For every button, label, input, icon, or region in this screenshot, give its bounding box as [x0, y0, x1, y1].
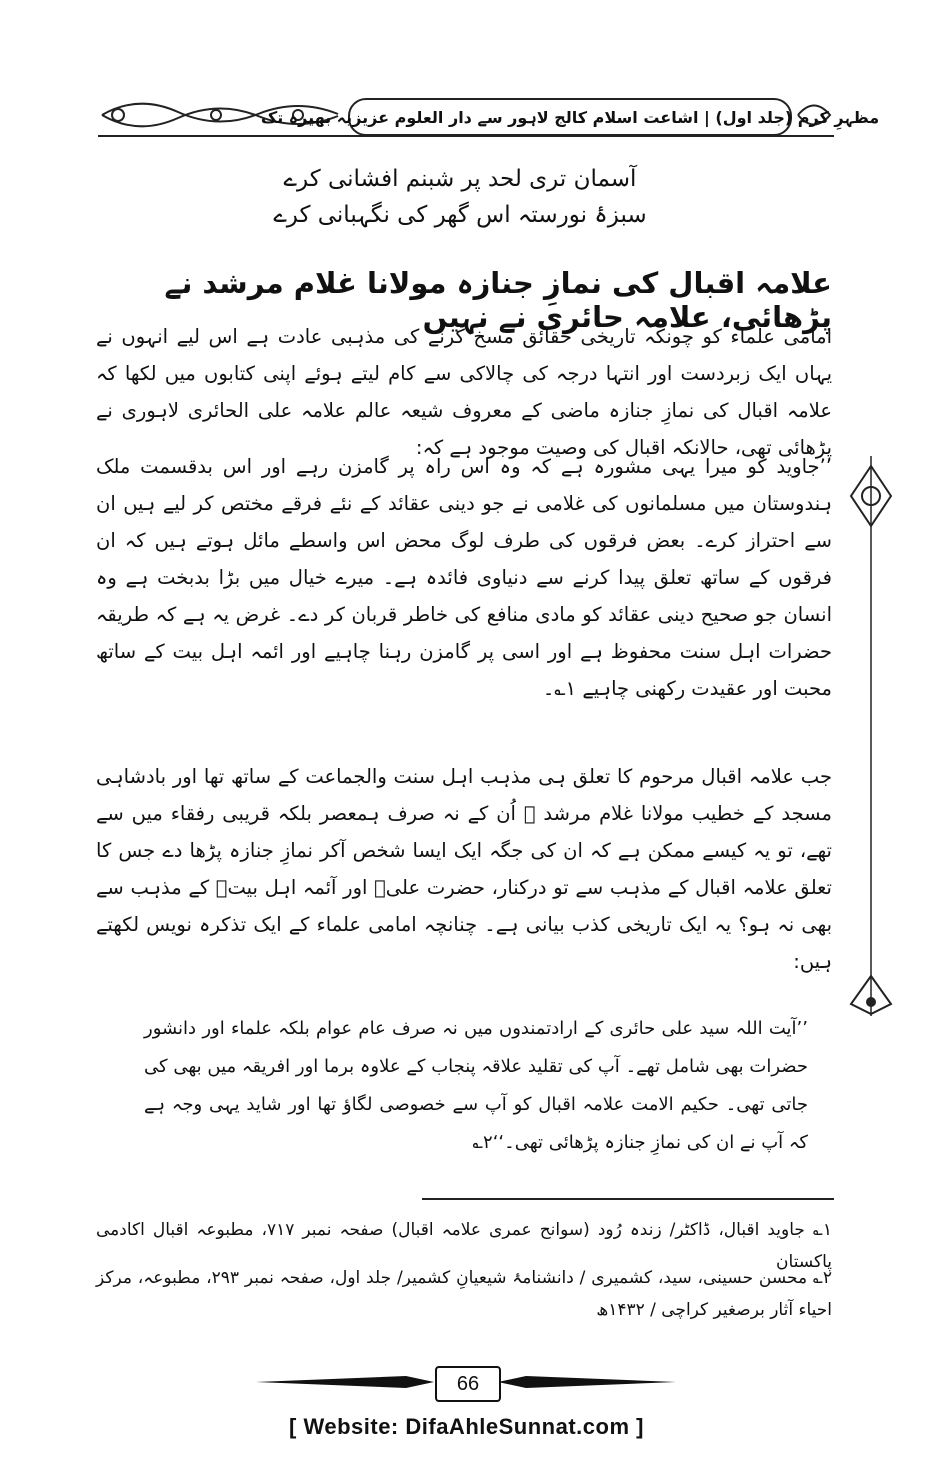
poem-line-1: آسمان تری لحد پر شبنم افشانی کرے: [283, 166, 637, 192]
header-title: مظہرِ کرم (جلد اول) | اشاعت اسلام کالج لاہور سے دار العلوم عزیزیہ بھیرہ تک: [260, 107, 880, 127]
quote-iqbal-will: ’’جاوید کو میرا یہی مشورہ ہے کہ وہ اس راہ پر گامزن رہے اور اس بدقسمت ملک ہندوستان میں مسلمانوں کی غلامی نے جو دینی عقائد کے نئے فرقے مختص کر لیے ہیں ان سے احتراز کرے۔ بعض فرقوں کی طرف لوگ محض اس واسطے مائل ہوتے ہیں کہ ان فرقوں کے ساتھ تعلق پیدا کرنے سے دنیاوی فائدہ ہے۔ میرے خیال میں بڑا بدبخت ہے وہ انسان جو صحیح دینی عقائد کو مادی منافع کی خاطر قربان کر دے۔ غرض یہ ہے کہ طریقہ حضرات اہل سنت محفوظ ہے اور اسی پر گامزن رہنا چاہیے اور ائمہ اہل بیت کے ساتھ محبت اور عقیدت رکھنی چاہیے ۱؎۔: [96, 455, 832, 700]
quote-tazkira: ’’آیت اللہ سید علی حائری کے ارادتمندوں میں نہ صرف عام عوام بلکہ علماء اور دانشور حضرات بھی شامل تھے۔ آپ کی تقلید علاقہ پنجاب کے علاوہ برما اور افریقہ میں بھی کی جاتی تھی۔ حکیم الامت علامہ اقبال کو آپ سے خصوصی لگاؤ تھا اور شاید یہی وجہ ہے کہ آپ نے ان کی نمازِ جنازہ پڑھائی تھی۔‘‘۲؎: [144, 1018, 808, 1153]
footnote-rule: [422, 1198, 834, 1200]
header-title-box: [260, 98, 880, 136]
page-number: 66: [435, 1366, 501, 1402]
footnote-2: ۲؎ محسن حسینی، سید، کشمیری / دانشنامۂ شیعیانِ کشمیر/ جلد اول، صفحہ نمبر ۲۹۳، مطبوعہ، مرکز احیاء آثار برصغیر کراچی / ۱۴۳۲ھ: [96, 1268, 832, 1320]
poem-line-2: سبزۂ نورستہ اس گھر کی نگہبانی کرے: [273, 202, 647, 228]
paragraph-1: امامی علماء کو چونکہ تاریخی حقائق مسخ کرنے کی مذہبی عادت ہے اس لیے انہوں نے یہاں ایک زبردست اور انتہا درجہ کی چالاکی سے کام لیتے ہوئے اپنی کتابوں میں لکھا کہ علامہ اقبال کی نمازِ جنازہ ماضی کے معروف شیعہ عالم علامہ علی الحائری لاہوری نے پڑھائی تھی، حالانکہ اقبال کی وصیت موجود ہے کہ:: [96, 325, 832, 459]
website-footer: [ Website: DifaAhleSunnat.com ]: [289, 1414, 644, 1439]
paragraph-3: جب علامہ اقبال مرحوم کا تعلق ہی مذہب اہل سنت والجماعت کے ساتھ تھا اور بادشاہی مسجد کے خطیب مولانا غلام مرشد ؒ اُن کے نہ صرف ہمعصر بلکہ قریبی رفقاء میں سے تھے، تو یہ کیسے ممکن ہے کہ ان کی جگہ ایک ایسا شخص آکر نمازِ جنازہ پڑھا دے جس کا تعلق علامہ اقبال کے مذہب سے تو درکنار، حضرت علیؓ اور آئمہ اہل بیتؑ کے مذہب سے بھی نہ ہو؟ یہ ایک تاریخی کذب بیانی ہے۔ چنانچہ امامی علماء کے ایک تذکرہ نویس لکھتے ہیں:: [96, 765, 832, 973]
margin-ornament: [846, 456, 896, 1016]
footnote-1: ۱؎ جاوید اقبال، ڈاکٹر/ زندہ رُود (سوانح عمری علامہ اقبال) صفحہ نمبر ۷۱۷، مطبوعہ اقبال اکادمی پاکستان: [96, 1220, 833, 1272]
section-heading: علامہ اقبال کی نمازِ جنازہ مولانا غلام مرشد نے پڑھائی، علامہ حائری نے نہیں: [164, 266, 832, 334]
